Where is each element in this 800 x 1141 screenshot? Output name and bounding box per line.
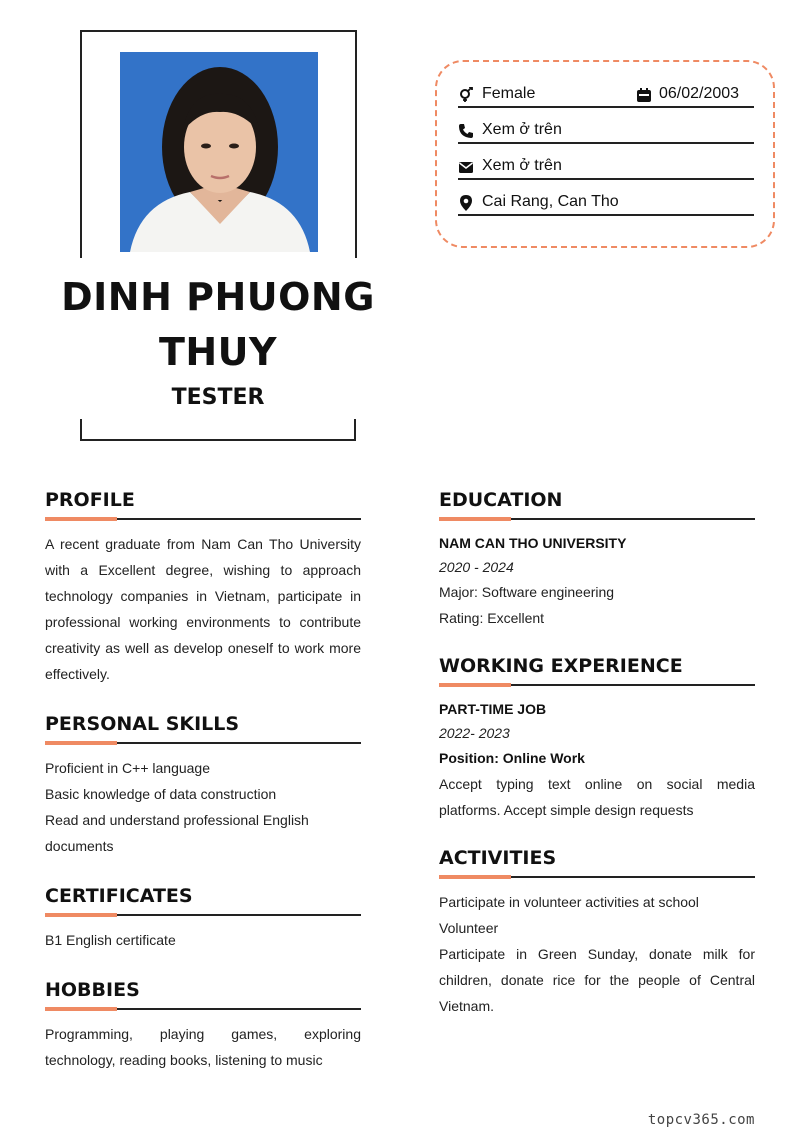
- list-item: Read and understand professional English documents: [45, 812, 309, 854]
- gender-value: Female: [482, 85, 536, 102]
- name-line-1: DINH PHUONG: [61, 275, 375, 319]
- list-item: B1 English certificate: [45, 932, 176, 948]
- experience-period: 2022- 2023: [439, 725, 510, 741]
- education-rating: Rating: Excellent: [439, 610, 545, 626]
- education-section: [439, 488, 755, 631]
- education-major: Major: Software engineering: [439, 584, 615, 600]
- section-divider: [439, 683, 755, 687]
- skills-section: [45, 712, 361, 859]
- gender-icon: [458, 87, 474, 103]
- contact-box: [435, 60, 775, 248]
- section-divider: [439, 517, 755, 521]
- company-name: PART-TIME JOB: [439, 701, 547, 717]
- name-line-2: THUY: [158, 330, 278, 374]
- experience-position: Position: Online Work: [439, 750, 585, 766]
- address-value: Cai Rang, Can Tho: [482, 193, 619, 210]
- contact-row-email: [458, 154, 754, 180]
- full-name: [40, 270, 396, 380]
- section-divider: [439, 875, 755, 879]
- hobbies-text: Programming, playing games, exploring technology, reading books, listening to music: [45, 1026, 361, 1068]
- job-title: TESTER: [171, 385, 265, 410]
- footer-watermark: topcv365.com: [647, 1112, 755, 1128]
- phone-value: Xem ở trên: [482, 121, 562, 138]
- list-item: Participate in volunteer activities at school: [439, 894, 699, 910]
- section-title: EDUCATION: [439, 489, 563, 511]
- profile-section: [45, 488, 361, 687]
- hobbies-section: [45, 978, 361, 1073]
- calendar-icon: [636, 87, 652, 103]
- contact-row-gender-birthday: [458, 82, 754, 108]
- section-divider: [45, 1007, 361, 1011]
- school-name: NAM CAN THO UNIVERSITY: [439, 535, 627, 551]
- list-item: Basic knowledge of data construction: [45, 786, 277, 802]
- contact-row-address: [458, 190, 754, 216]
- section-title: PERSONAL SKILLS: [45, 713, 240, 735]
- section-title: ACTIVITIES: [439, 847, 557, 869]
- section-divider: [45, 741, 361, 745]
- experience-section: [439, 654, 755, 823]
- profile-text: A recent graduate from Nam Can Tho University with a Excellent degree, wishing to approach technology companies in Vietnam, participate in professional working environments to contribute creativity as well as develop oneself to work more effectively.: [45, 536, 361, 682]
- section-title: PROFILE: [45, 489, 135, 511]
- certificates-section: [45, 884, 361, 953]
- location-pin-icon: [458, 195, 474, 211]
- section-title: WORKING EXPERIENCE: [439, 655, 683, 677]
- section-title: CERTIFICATES: [45, 885, 193, 907]
- avatar: [120, 52, 318, 252]
- contact-row-phone: [458, 118, 754, 144]
- birthday-value: 06/02/2003: [659, 85, 740, 102]
- experience-description: Accept typing text online on social media platforms. Accept simple design requests: [439, 776, 755, 818]
- section-divider: [45, 517, 361, 521]
- list-item: Proficient in C++ language: [45, 760, 210, 776]
- list-item: Participate in Green Sunday, donate milk for children, donate rice for the people of Central Vietnam.: [439, 946, 755, 1014]
- phone-icon: [458, 123, 474, 139]
- header-frame-bottom: [80, 419, 356, 441]
- list-item: Volunteer: [439, 920, 499, 936]
- section-title: HOBBIES: [45, 979, 140, 1001]
- email-value: Xem ở trên: [482, 157, 562, 174]
- section-divider: [45, 913, 361, 917]
- education-period: 2020 - 2024: [439, 559, 514, 575]
- envelope-icon: [458, 159, 474, 175]
- activities-section: [439, 846, 755, 1019]
